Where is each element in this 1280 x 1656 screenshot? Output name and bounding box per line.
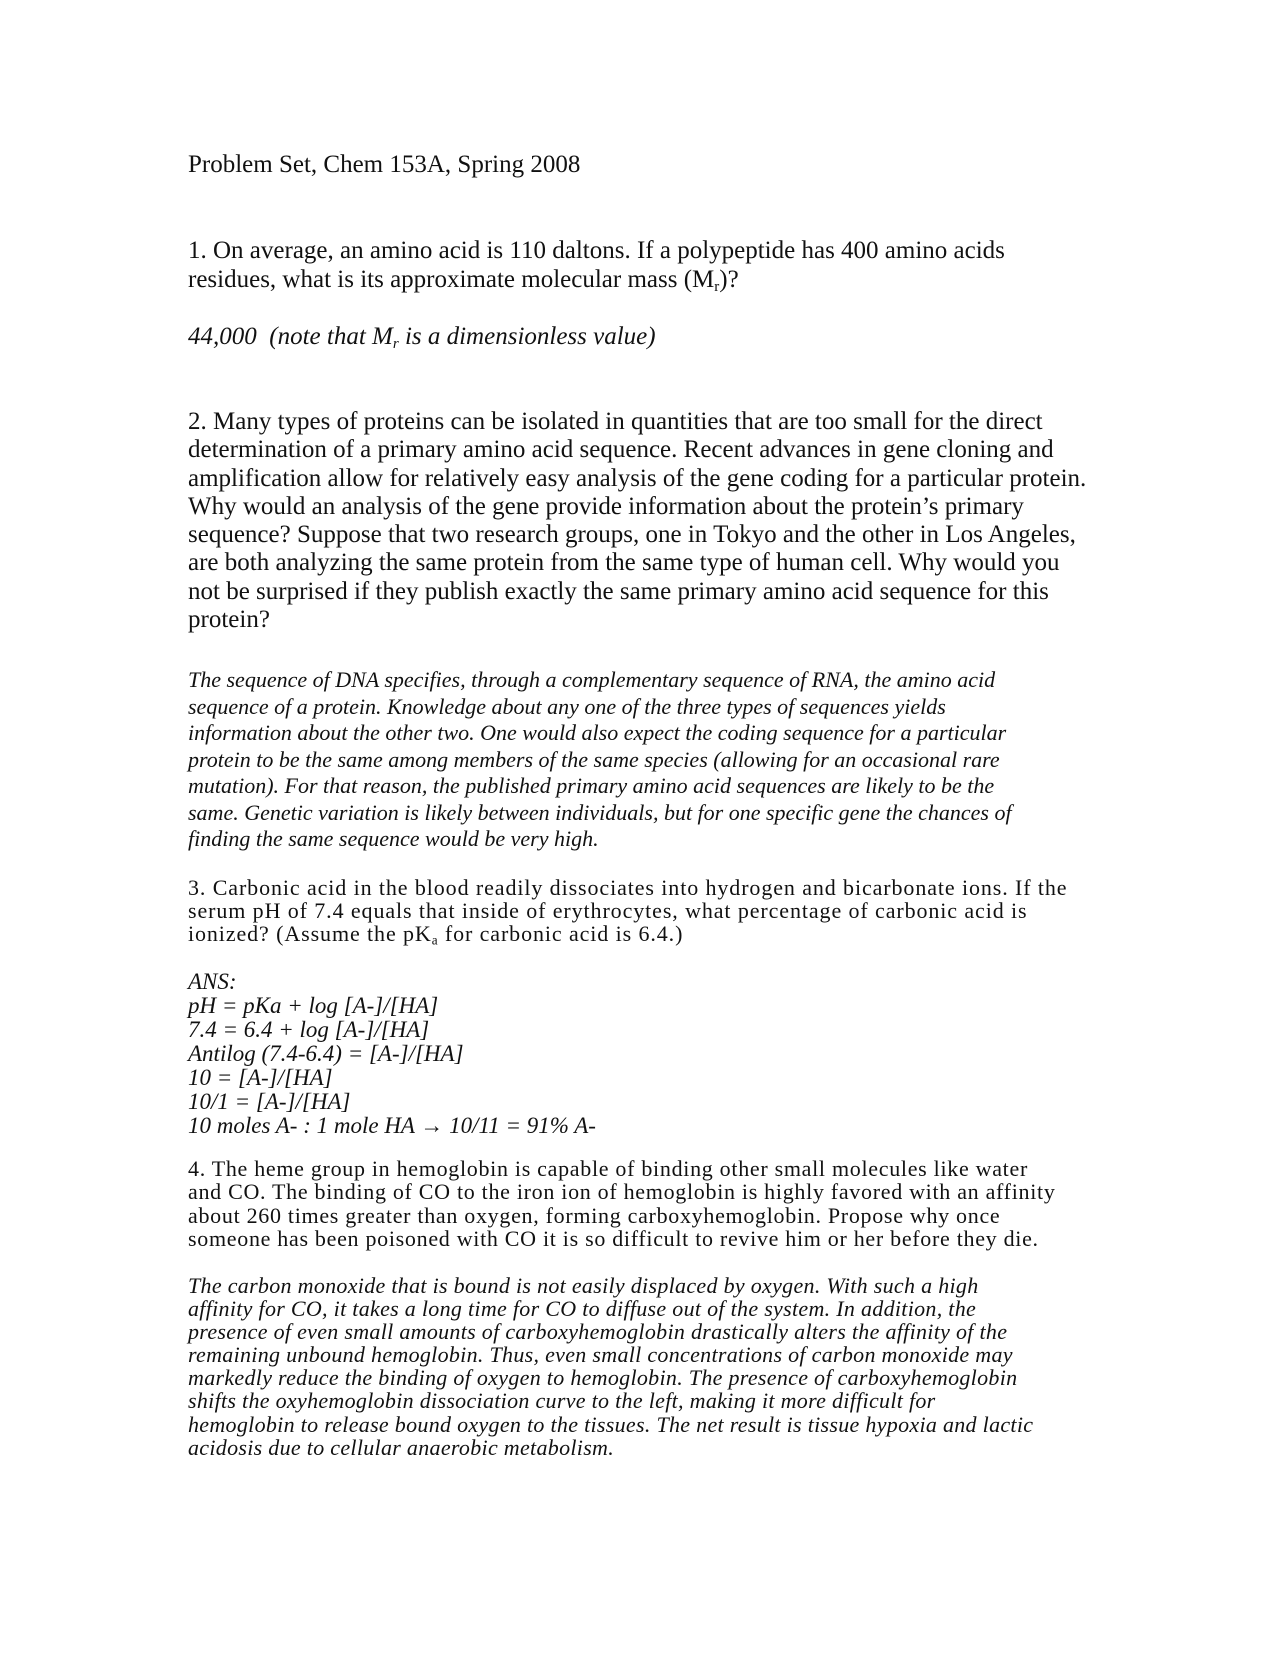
answer-4-line: presence of even small amounts of carboxyhemoglobin drastically alters the affinity of the bbox=[188, 1319, 1008, 1345]
question-4-line: about 260 times greater than oxygen, forming carboxyhemoglobin. Propose why once bbox=[188, 1202, 1001, 1228]
question-2-line: not be surprised if they publish exactly the same primary amino acid sequence for this bbox=[188, 577, 1049, 605]
answer-1-note-end: is a dimensionless value) bbox=[398, 323, 656, 350]
answer-1-value: 44,000 bbox=[188, 323, 257, 350]
answer-4-line: remaining unbound hemoglobin. Thus, even small concentrations of carbon monoxide may bbox=[188, 1342, 1013, 1368]
answer-1 bbox=[188, 322, 1088, 352]
answer-4-line: markedly reduce the binding of oxygen to hemoglobin. The presence of carboxyhemoglobin bbox=[188, 1365, 1018, 1391]
question-2-line: Why would an analysis of the gene provide information about the protein’s primary bbox=[188, 492, 1024, 520]
answer-3-line: pH = pKa + log [A-]/[HA] bbox=[188, 993, 439, 1018]
question-2-line: determination of a primary amino acid sequence. Recent advances in gene cloning and bbox=[188, 436, 1054, 464]
answer-3-line: ANS: bbox=[188, 969, 237, 994]
question-4-line: and CO. The binding of CO to the iron ion of hemoglobin is highly favored with an affinity bbox=[188, 1179, 1056, 1205]
answer-3-line: 7.4 = 6.4 + log [A-]/[HA] bbox=[188, 1017, 430, 1042]
question-2-line: 2. Many types of proteins can be isolated in quantities that are too small for the direct bbox=[188, 408, 1043, 435]
answer-3-line: Antilog (7.4-6.4) = [A-]/[HA] bbox=[188, 1041, 464, 1066]
answer-4-line: The carbon monoxide that is bound is not easily displaced by oxygen. With such a high bbox=[188, 1273, 979, 1298]
answer-4 bbox=[188, 1274, 1088, 1459]
answer-1-note: (note that M bbox=[269, 323, 393, 350]
question-3-line-text: ionized? (Assume the pK bbox=[188, 921, 432, 946]
question-1-line bbox=[188, 265, 1088, 294]
subscript-r: r bbox=[392, 335, 399, 352]
answer-2-line: information about the other two. One would also expect the coding sequence for a particular bbox=[188, 720, 1007, 745]
answer-3-line: 10/1 = [A-]/[HA] bbox=[188, 1089, 351, 1114]
question-4-line: 4. The heme group in hemoglobin is capable of binding other small molecules like water bbox=[188, 1156, 1028, 1181]
question-1-line-text: residues, what is its approximate molecular mass (M bbox=[188, 266, 715, 293]
question-2-line: amplification allow for relatively easy analysis of the gene coding for a particular protein. bbox=[188, 464, 1087, 492]
question-1-line: 1. On average, an amino acid is 110 daltons. If a polypeptide has 400 amino acids bbox=[188, 237, 1005, 264]
question-1 bbox=[188, 236, 1088, 294]
answer-2-line: protein to be the same among members of the same species (allowing for an occasional rare bbox=[188, 746, 1000, 772]
answer-2-line: same. Genetic variation is likely between individuals, but for one specific gene the chances of bbox=[188, 799, 1012, 825]
answer-2-line: sequence of a protein. Knowledge about any one of the three types of sequences yields bbox=[188, 693, 946, 719]
subscript-r: r bbox=[714, 278, 720, 295]
question-2 bbox=[188, 408, 1088, 634]
question-3-line bbox=[188, 921, 1088, 948]
question-1-line-end: )? bbox=[719, 266, 739, 293]
answer-4-line: hemoglobin to release bound oxygen to the tissues. The net result is tissue hypoxia and lactic bbox=[188, 1411, 1034, 1437]
answer-4-line: affinity for CO, it takes a long time for CO to diffuse out of the system. In addition, the bbox=[188, 1296, 977, 1322]
answer-3-line: 10 moles A- : 1 mole HA → 10/11 = 91% A- bbox=[188, 1113, 596, 1138]
question-3-line: 3. Carbonic acid in the blood readily dissociates into hydrogen and bicarbonate ions. If the bbox=[188, 875, 1068, 900]
answer-4-line: shifts the oxyhemoglobin dissociation curve to the left, making it more difficult for bbox=[188, 1388, 936, 1414]
question-3 bbox=[188, 875, 1088, 948]
answer-2-line: finding the same sequence would be very high. bbox=[188, 826, 599, 851]
question-4-line: someone has been poisoned with CO it is so difficult to revive him or her before they die. bbox=[188, 1226, 1039, 1252]
answer-1-line bbox=[188, 322, 1088, 352]
question-2-line: protein? bbox=[188, 606, 270, 634]
question-3-line-end: for carbonic acid is 6.4.) bbox=[438, 921, 684, 946]
question-2-line: sequence? Suppose that two research groups, one in Tokyo and the other in Los Angeles, bbox=[188, 521, 1076, 549]
answer-3 bbox=[188, 970, 1088, 1138]
page-title: Problem Set, Chem 153A, Spring 2008 bbox=[188, 151, 581, 178]
answer-2 bbox=[188, 667, 1088, 853]
question-4 bbox=[188, 1157, 1088, 1251]
question-3-line: serum pH of 7.4 equals that inside of erythrocytes, what percentage of carbonic acid is bbox=[188, 898, 1028, 923]
answer-2-line: mutation). For that reason, the published primary amino acid sequences are likely to be the bbox=[188, 773, 995, 798]
answer-2-line: The sequence of DNA specifies, through a complementary sequence of RNA, the amino acid bbox=[188, 667, 996, 692]
answer-4-line: acidosis due to cellular anaerobic metabolism. bbox=[188, 1434, 615, 1460]
answer-3-line: 10 = [A-]/[HA] bbox=[188, 1065, 333, 1090]
subscript-a: a bbox=[431, 932, 439, 948]
question-2-line: are both analyzing the same protein from the same type of human cell. Why would you bbox=[188, 549, 1060, 577]
